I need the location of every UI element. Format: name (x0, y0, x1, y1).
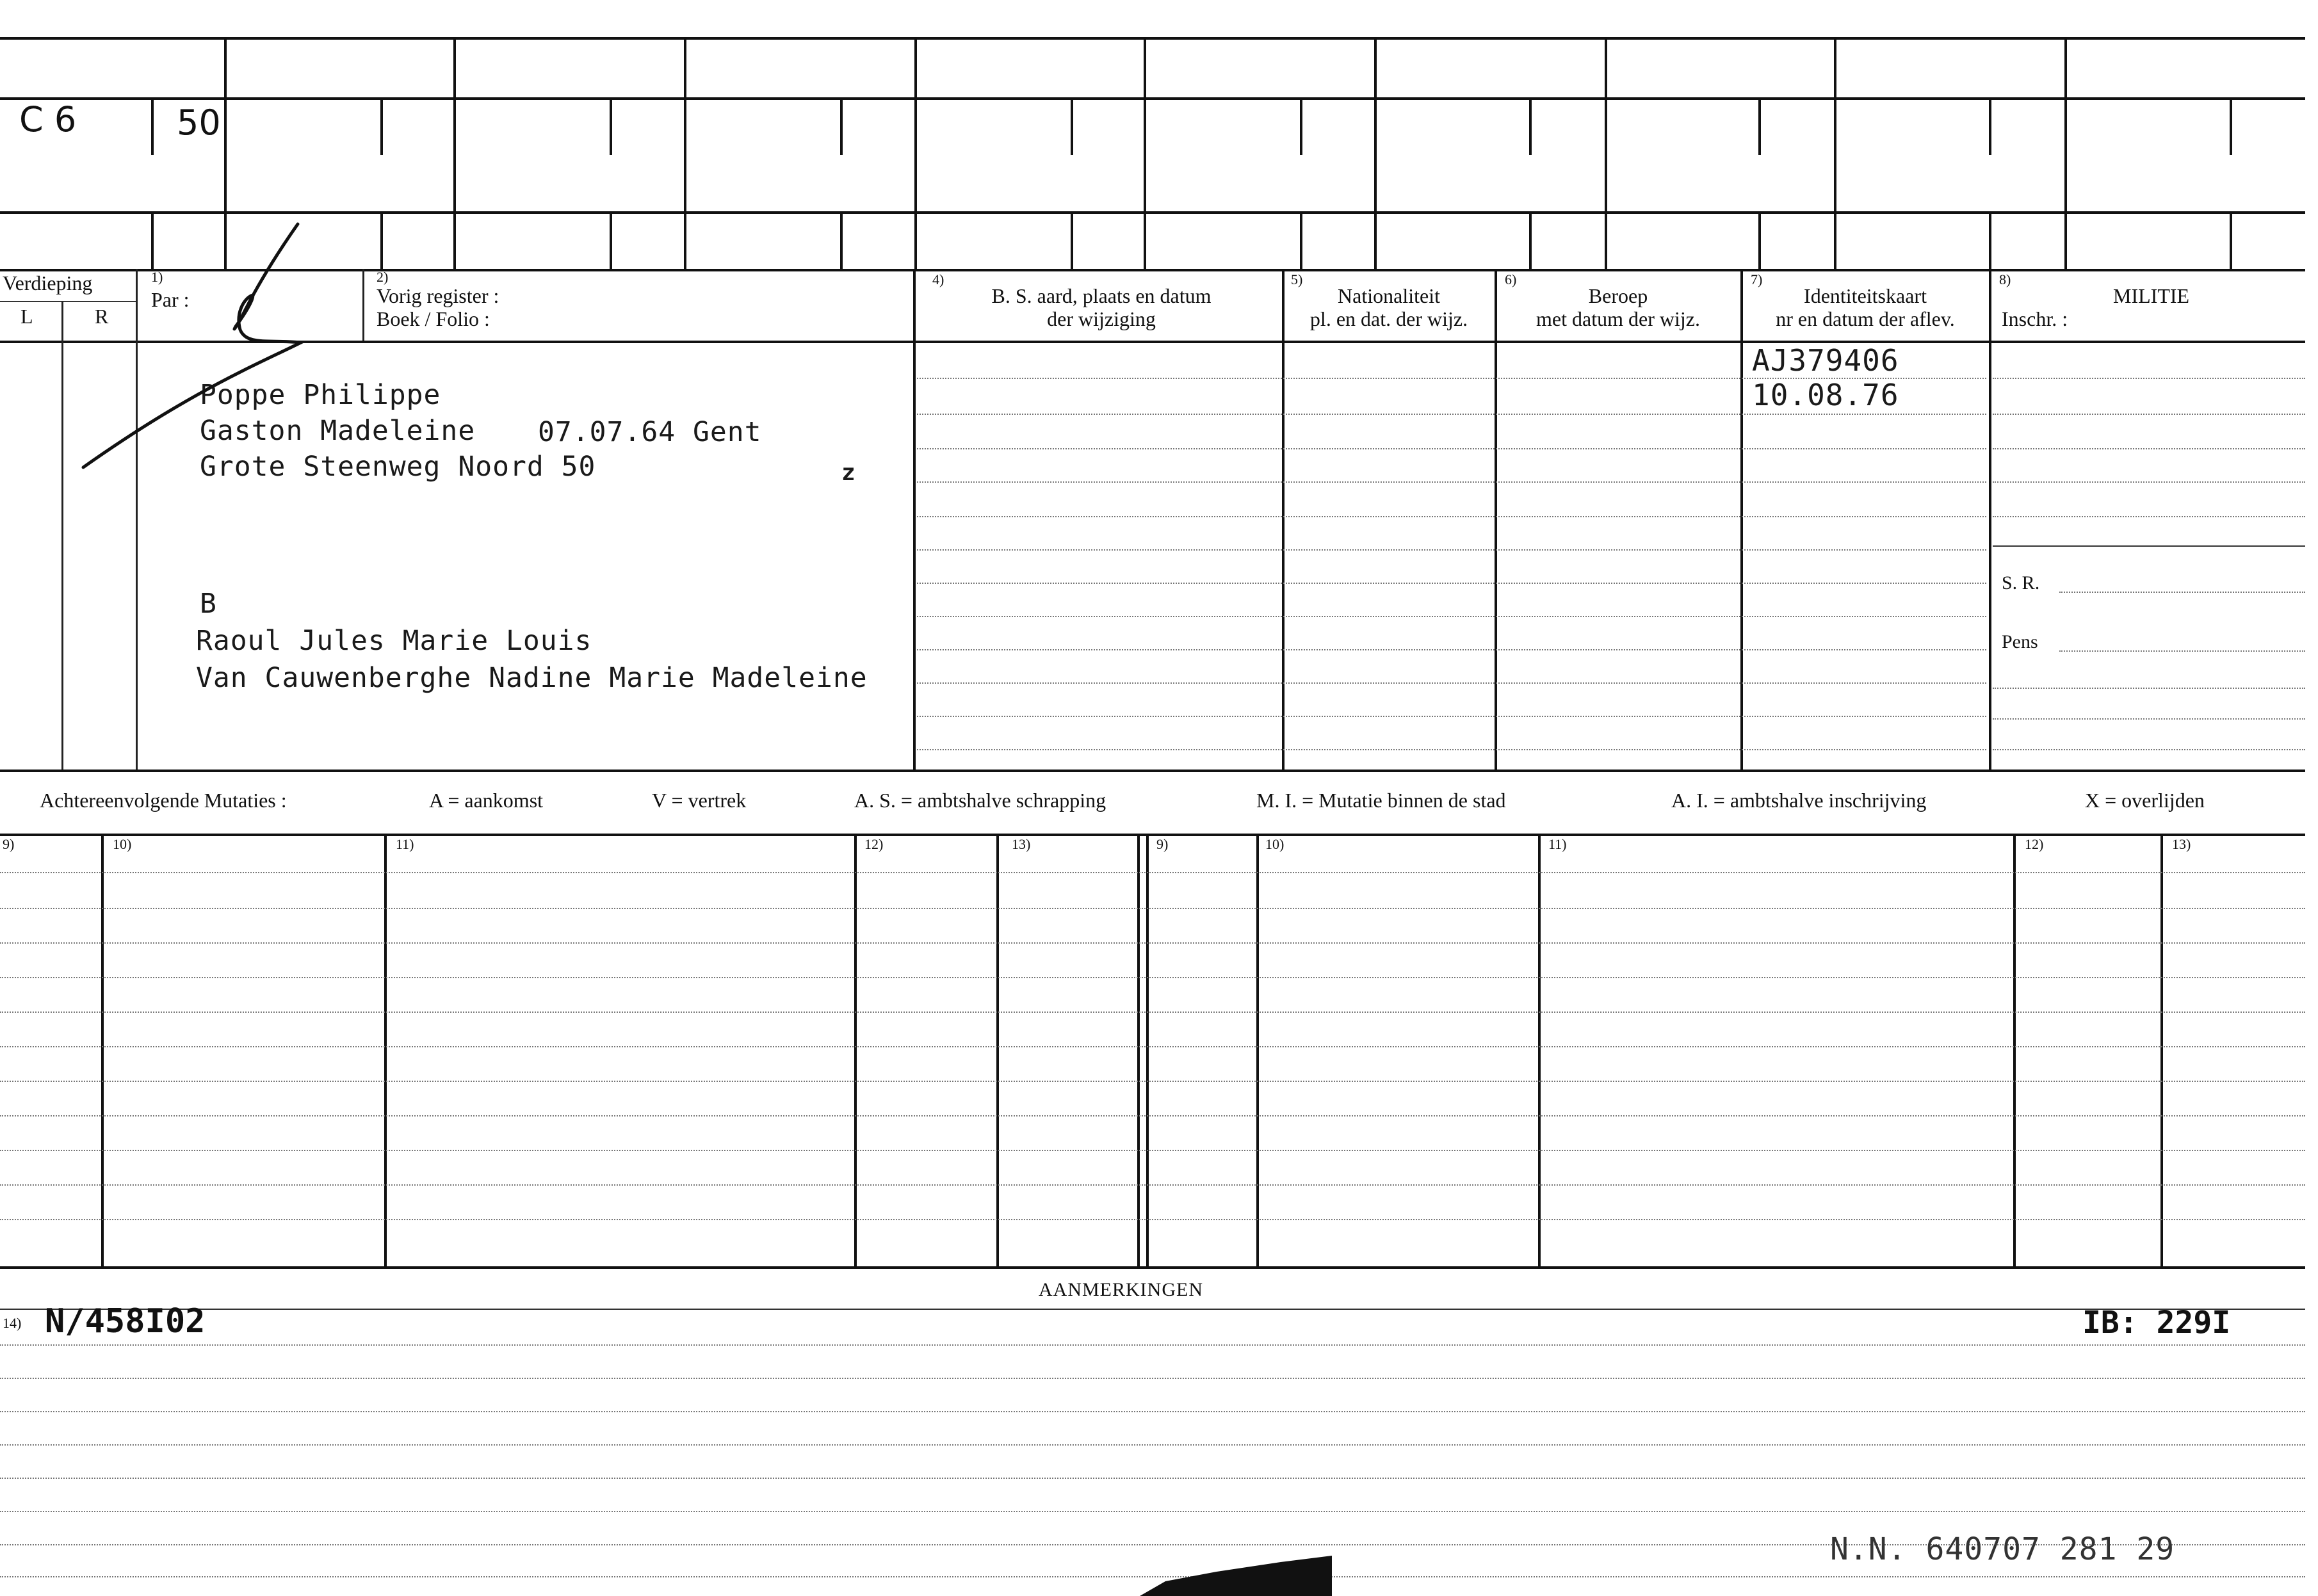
legend-item-aankomst: A = aankomst (429, 789, 544, 812)
col7-number: 7) (1751, 271, 1763, 287)
col7-header-line2: nr en datum der aflev. (1776, 307, 1955, 330)
col6-header (1496, 284, 1740, 330)
remarks-ib-number: IB: 229I (2082, 1305, 2231, 1341)
pens-label: Pens (2002, 631, 2038, 652)
col8-number: 8) (1999, 271, 2011, 287)
col6-header-line2: met datum der wijz. (1536, 307, 1700, 330)
par-label: Par : (151, 288, 190, 311)
mutation-col-number: 11) (396, 836, 414, 852)
vorig-register-label: Vorig register : (377, 284, 499, 307)
record-address: Grote Steenweg Noord 50 (200, 451, 596, 483)
col5-number: 5) (1291, 271, 1303, 287)
mutation-col-number: 11) (1548, 836, 1567, 852)
col4-number: 4) (932, 271, 944, 287)
record-b-mark: B (200, 588, 217, 620)
legend-title: Achtereenvolgende Mutaties : (40, 789, 287, 812)
mutation-col-number: 13) (2172, 836, 2191, 852)
legend-item-inschrijving: A. I. = ambtshalve inschrijving (1671, 789, 1927, 812)
col4-header-line2: der wijziging (1047, 307, 1156, 330)
remarks-title: AANMERKINGEN (1039, 1279, 1203, 1300)
mutation-col-number: 12) (864, 836, 884, 852)
col5-header-line2: pl. en dat. der wijz. (1309, 307, 1468, 330)
record-spouse-surname: Van Cauwenberghe Nadine Marie Madeleine (196, 662, 868, 694)
top-grid-number: 50 (177, 102, 221, 143)
verdieping-label: Verdieping (3, 271, 93, 294)
record-spouse-name: Raoul Jules Marie Louis (196, 625, 592, 657)
id-card-number: AJ379406 (1752, 343, 1899, 378)
sr-label: S. R. (2002, 572, 2040, 593)
record-parents: Gaston Madeleine (200, 415, 476, 447)
mutation-col-number: 9) (3, 836, 15, 852)
top-grid-code: C 6 (19, 99, 77, 140)
torn-edge-mark (1140, 1536, 1332, 1596)
mutation-col-number: 10) (113, 836, 132, 852)
legend-item-schrapping: A. S. = ambtshalve schrapping (854, 789, 1106, 812)
col5-header-line1: Nationaliteit (1338, 284, 1440, 307)
militie-label: MILITIE (2113, 284, 2190, 307)
cancel-stroke-mark (64, 218, 320, 487)
record-birth-date-place: 07.07.64 Gent (538, 416, 762, 448)
col4-header-line1: B. S. aard, plaats en datum (991, 284, 1212, 307)
l-label: L (20, 305, 33, 328)
col7-header (1742, 284, 1989, 330)
id-card-date: 10.08.76 (1752, 378, 1899, 412)
mutation-col-number: 10) (1265, 836, 1285, 852)
col4-header (922, 284, 1281, 330)
remarks-number: 14) (3, 1315, 22, 1331)
mutation-col-number: 13) (1012, 836, 1031, 852)
record-name: Poppe Philippe (200, 379, 441, 411)
col2-number: 2) (377, 269, 389, 285)
record-z-mark: z (841, 460, 856, 486)
r-label: R (95, 305, 109, 328)
col1-number: 1) (151, 269, 163, 285)
legend-item-vertrek: V = vertrek (652, 789, 747, 812)
col5-header (1283, 284, 1495, 330)
boek-folio-label: Boek / Folio : (377, 307, 490, 330)
col6-number: 6) (1505, 271, 1517, 287)
col7-header-line1: Identiteitskaart (1804, 284, 1927, 307)
legend-item-mutatie: M. I. = Mutatie binnen de stad (1256, 789, 1506, 812)
remarks-reference: N/458I02 (45, 1302, 206, 1341)
mutation-col-number: 9) (1156, 836, 1169, 852)
col6-header-line1: Beroep (1588, 284, 1648, 307)
inschr-label: Inschr. : (2002, 307, 2068, 330)
mutation-col-number: 12) (2025, 836, 2044, 852)
legend-item-overlijden: X = overlijden (2085, 789, 2205, 812)
national-number: N.N. 640707 281 29 (1830, 1531, 2175, 1567)
